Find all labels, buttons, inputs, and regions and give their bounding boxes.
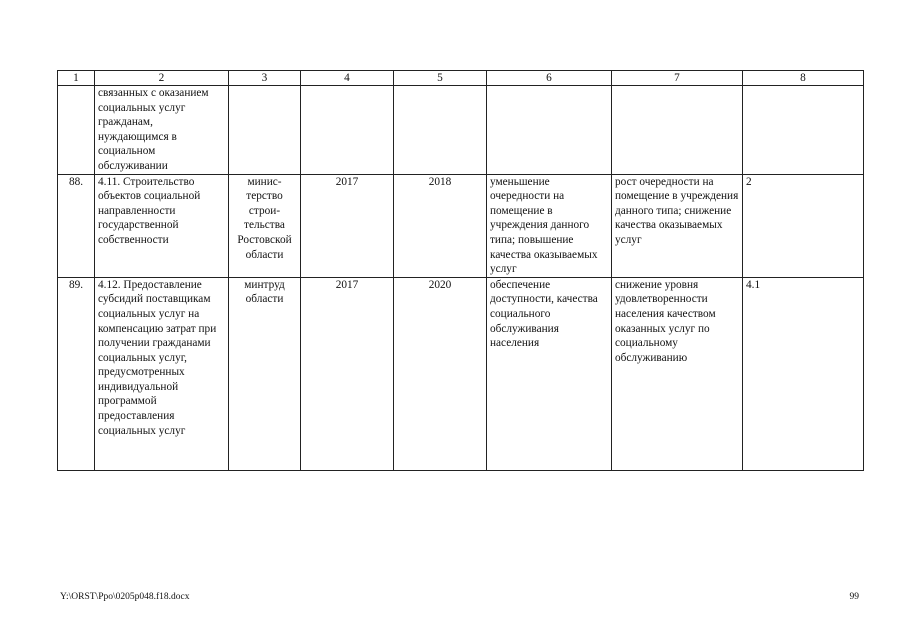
row-result xyxy=(487,86,612,175)
row-link xyxy=(743,86,864,175)
row-consequence: снижение уровня удовлетворенности населения качеством оказанных услуг по социальному обслуживанию xyxy=(612,277,743,470)
table-row xyxy=(58,174,864,277)
document-table xyxy=(57,70,864,471)
header-cell: 6 xyxy=(487,71,612,86)
row-name: 4.11. Строительство объектов социальной направленности государственной собственности xyxy=(95,174,229,277)
row-number: 89. xyxy=(58,277,95,470)
header-cell: 7 xyxy=(612,71,743,86)
row-end-year xyxy=(394,86,487,175)
row-result: уменьшение очередности на помещение в учреждения данного типа; повышение качества оказываемых услуг xyxy=(487,174,612,277)
table-row xyxy=(58,86,864,175)
header-cell: 1 xyxy=(58,71,95,86)
row-link: 2 xyxy=(743,174,864,277)
header-cell: 3 xyxy=(229,71,301,86)
table-header-row xyxy=(58,71,864,86)
row-consequence xyxy=(612,86,743,175)
row-executor: минис-терство строи-тельства Ростовской области xyxy=(229,174,301,277)
row-executor xyxy=(229,86,301,175)
row-start-year xyxy=(301,86,394,175)
row-link: 4.1 xyxy=(743,277,864,470)
row-end-year: 2020 xyxy=(394,277,487,470)
row-name: связанных с оказанием социальных услуг гражданам, нуждающимся в социальном обслуживании xyxy=(95,86,229,175)
row-consequence: рост очередности на помещение в учреждения данного типа; снижение качества оказываемых услуг xyxy=(612,174,743,277)
table-row xyxy=(58,277,864,470)
row-result: обеспечение доступности, качества социального обслуживания населения xyxy=(487,277,612,470)
row-number: 88. xyxy=(58,174,95,277)
row-name: 4.12. Предоставление субсидий поставщикам социальных услуг на компенсацию затрат при получении гражданами социальных услуг, предусмотренных индивидуальной программой предоставления социальных услуг xyxy=(95,277,229,470)
page-number: 99 xyxy=(849,592,859,602)
file-path-footer: Y:\ORST\Ppo\0205p048.f18.docx xyxy=(60,592,190,602)
header-cell: 5 xyxy=(394,71,487,86)
header-cell: 8 xyxy=(743,71,864,86)
row-start-year: 2017 xyxy=(301,174,394,277)
row-start-year: 2017 xyxy=(301,277,394,470)
row-executor: минтруд области xyxy=(229,277,301,470)
header-cell: 2 xyxy=(95,71,229,86)
row-number xyxy=(58,86,95,175)
row-end-year: 2018 xyxy=(394,174,487,277)
header-cell: 4 xyxy=(301,71,394,86)
